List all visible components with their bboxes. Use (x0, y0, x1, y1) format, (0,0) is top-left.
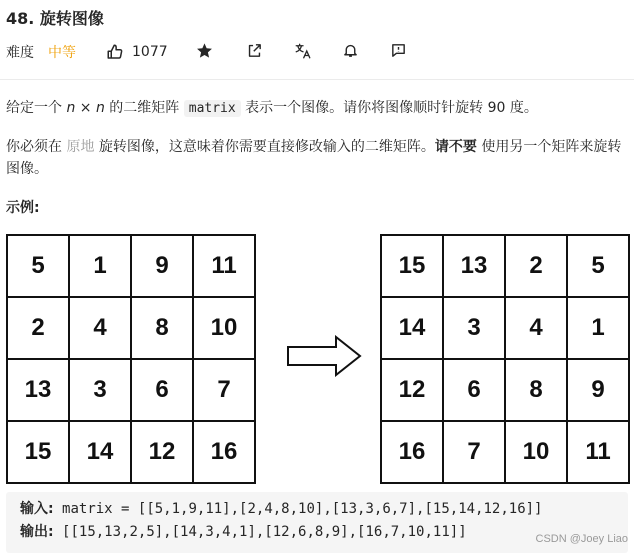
matrix-cell: 16 (193, 421, 255, 483)
input-label: 输入: (20, 501, 54, 517)
example-title: 示例: (6, 200, 40, 216)
matrix-cell: 15 (381, 235, 443, 297)
matrix-cell: 9 (567, 359, 629, 421)
problem-meta-bar (6, 42, 168, 62)
matrix-cell: 10 (505, 421, 567, 483)
thumbs-up-icon (106, 43, 124, 61)
matrix-cell: 6 (131, 359, 193, 421)
matrix-cell: 11 (193, 235, 255, 297)
matrix-cell: 5 (7, 235, 69, 297)
feedback-icon (390, 42, 407, 59)
translate-button[interactable] (294, 42, 312, 64)
description-text: 的二维矩阵 (104, 100, 184, 116)
matrix-cell: 9 (131, 235, 193, 297)
matrix-cell: 10 (193, 297, 255, 359)
example-input-line (20, 498, 542, 518)
inline-code-matrix: matrix (184, 100, 241, 117)
matrix-cell: 15 (7, 421, 69, 483)
share-icon (246, 42, 263, 59)
matrix-cell: 14 (381, 297, 443, 359)
share-button[interactable] (246, 42, 263, 63)
description-text: 使用另一个矩阵来旋转图像。 (6, 139, 622, 177)
matrix-cell: 3 (69, 359, 131, 421)
output-matrix-grid (380, 234, 630, 484)
translate-icon (294, 42, 312, 60)
header-divider (0, 79, 634, 80)
input-value: matrix = [[5,1,9,11],[2,4,8,10],[13,3,6,7],[15,14,12,16]] (53, 501, 543, 517)
subscribe-button[interactable] (342, 42, 359, 63)
matrix-cell: 6 (443, 359, 505, 421)
matrix-cell: 12 (381, 359, 443, 421)
matrix-cell: 2 (7, 297, 69, 359)
watermark: CSDN @Joey Liao (535, 533, 628, 545)
star-icon (196, 42, 213, 59)
description-text: 表示一个图像。请你将图像顺时针旋转 90 度。 (240, 100, 538, 116)
input-matrix-grid (6, 234, 256, 484)
like-count: 1077 (132, 44, 168, 60)
description-text: 给定一个 (6, 100, 67, 116)
matrix-cell: 16 (381, 421, 443, 483)
rotate-arrow-icon (286, 335, 362, 377)
description-text: 你必须在 (6, 139, 67, 155)
matrix-cell: 3 (443, 297, 505, 359)
math-times: × (75, 100, 96, 116)
matrix-cell: 2 (505, 235, 567, 297)
matrix-cell: 13 (7, 359, 69, 421)
feedback-button[interactable] (390, 42, 407, 63)
matrix-cell: 5 (567, 235, 629, 297)
matrix-cell: 1 (69, 235, 131, 297)
matrix-cell: 14 (69, 421, 131, 483)
matrix-cell: 8 (131, 297, 193, 359)
description-paragraph-1 (6, 97, 538, 120)
description-paragraph-2 (6, 136, 628, 180)
matrix-cell: 11 (567, 421, 629, 483)
matrix-cell: 8 (505, 359, 567, 421)
math-n: n (66, 100, 76, 116)
matrix-cell: 4 (505, 297, 567, 359)
like-button[interactable] (106, 43, 168, 61)
matrix-cell: 4 (69, 297, 131, 359)
math-n: n (95, 100, 105, 116)
difficulty-label: 难度 (6, 45, 34, 61)
problem-title: 48. 旋转图像 (6, 9, 104, 28)
in-place-link[interactable]: 原地 (66, 139, 95, 155)
output-label: 输出: (20, 524, 54, 540)
matrix-cell: 7 (193, 359, 255, 421)
matrix-cell: 12 (131, 421, 193, 483)
matrix-cell: 7 (443, 421, 505, 483)
output-value: [[15,13,2,5],[14,3,4,1],[12,6,8,9],[16,7,10,11]] (53, 524, 467, 540)
example-output-line (20, 521, 467, 541)
emphasis-text: 请不要 (434, 139, 477, 155)
matrix-cell: 1 (567, 297, 629, 359)
favorite-button[interactable] (196, 42, 213, 63)
bell-icon (342, 42, 359, 59)
matrix-cell: 13 (443, 235, 505, 297)
difficulty-badge: 中等 (48, 45, 76, 61)
description-text: 旋转图像，这意味着你需要直接修改输入的二维矩阵。 (94, 139, 435, 155)
